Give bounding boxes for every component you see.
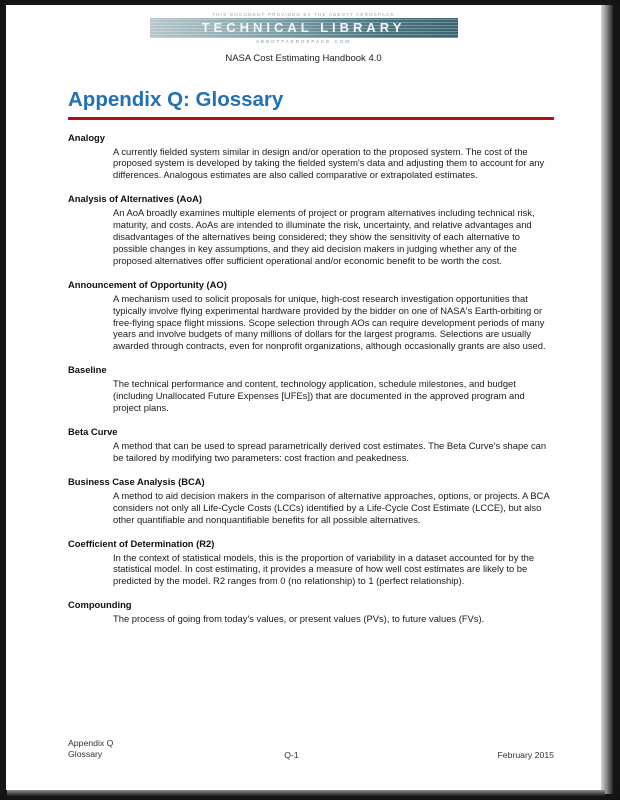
page-edge-shadow-right — [601, 5, 613, 794]
glossary-entry — [68, 599, 554, 625]
page-content — [6, 88, 601, 625]
glossary-definition: A mechanism used to solicit proposals for unique, high-cost research investigation opportunities that typically involve flying experimental hardware provided by the bidder on one of NASA's Earth-orbiting or free-flying space flight missions. Scope selection through AOs can require development periods of many years and involve budgets of many millions of dollars for the largest programs. Selections are usually awarded through contracts, even for nonprofit organizations, although occasionally grants are also used. — [113, 292, 546, 352]
glossary-term: Analysis of Alternatives (AoA) — [68, 193, 203, 205]
glossary-entry — [68, 476, 554, 526]
footer-section-label: Glossary — [68, 749, 103, 759]
footer-date: February 2015 — [497, 750, 554, 760]
document-title: NASA Cost Estimating Handbook 4.0 — [225, 53, 382, 64]
glossary-definition: In the context of statistical models, this is the proportion of variability in a dataset accounted for by the statistical model. In cost estimating, it provides a measure of how well cost estimates are likely to be predicted by the model. R2 ranges from 0 (no relationship) to 1 (perfect relationship). — [113, 551, 535, 587]
watermark-bottom-line: ABBOTTAEROSPACE.COM — [255, 39, 352, 44]
glossary-definition: The technical performance and content, technology application, schedule milestones, and budget (including Unallocated Future Expenses [UFEs]) that are documented in the approved program and project plans. — [113, 378, 525, 414]
glossary-term: Compounding — [68, 599, 132, 611]
glossary-entry — [68, 538, 554, 588]
glossary-term: Coefficient of Determination (R2) — [68, 537, 215, 549]
glossary-definition: A method to aid decision makers in the comparison of alternative approaches, options, or projects. A BCA considers not only all Life-Cycle Costs (LCCs) identified by a Life-Cycle Cost Estimate (LCCE), but also other quantifiable and nonquantifiable benefits for all possible alternatives. — [113, 489, 550, 525]
glossary-definition: An AoA broadly examines multiple elements of project or program alternatives including technical risk, maturity, and costs. AoAs are intended to illuminate the risk, uncertainty, and relative advantages and disadvantages of the alternatives being considered; they show the sensitivity of each alternative to possible changes in key assumptions, and they aid decision makers in judging whether any of the proposed alternatives offer sufficient operational and/or economic benefit to be worth the cost. — [113, 207, 535, 266]
glossary-term: Analogy — [68, 131, 105, 143]
watermark-top-line: THIS DOCUMENT PROVIDED BY THE ABBOTT AEROSPACE — [212, 12, 395, 17]
glossary-definition: A currently fielded system similar in design and/or operation to the proposed system. The cost of the proposed system is developed by taking the fielded system's data and adjusting them to account for any differences. Analogous estimates are also called comparative or extrapolated estimates. — [113, 145, 545, 181]
document-page — [6, 5, 601, 790]
watermark-title: TECHNICAL LIBRARY — [150, 18, 458, 38]
glossary-entry — [68, 426, 554, 464]
page-title: Appendix Q: Glossary — [68, 88, 284, 111]
glossary-definition: A method that can be used to spread parametrically derived cost estimates. The Beta Curve's shape can be tailored by modifying two parameters: cost fraction and peakedness. — [113, 440, 547, 463]
glossary-term: Beta Curve — [68, 426, 118, 437]
glossary-term: Announcement of Opportunity (AO) — [68, 278, 227, 290]
glossary-entry — [68, 364, 554, 414]
glossary-entry — [68, 132, 554, 182]
page-edge-shadow-bottom — [7, 790, 605, 796]
glossary-definition: The process of going from today's values, or present values (PVs), to future values (FVs). — [113, 613, 485, 625]
page-footer — [68, 738, 554, 760]
glossary-term: Baseline — [68, 364, 107, 376]
page-number: Q-1 — [284, 750, 299, 760]
watermark-banner — [150, 12, 458, 44]
glossary-entry — [68, 193, 554, 267]
glossary-term: Business Case Analysis (BCA) — [68, 475, 205, 487]
glossary-entry — [68, 279, 554, 353]
footer-appendix-label: Appendix Q — [68, 738, 114, 748]
heading-rule — [68, 117, 554, 120]
footer-left — [68, 738, 113, 760]
